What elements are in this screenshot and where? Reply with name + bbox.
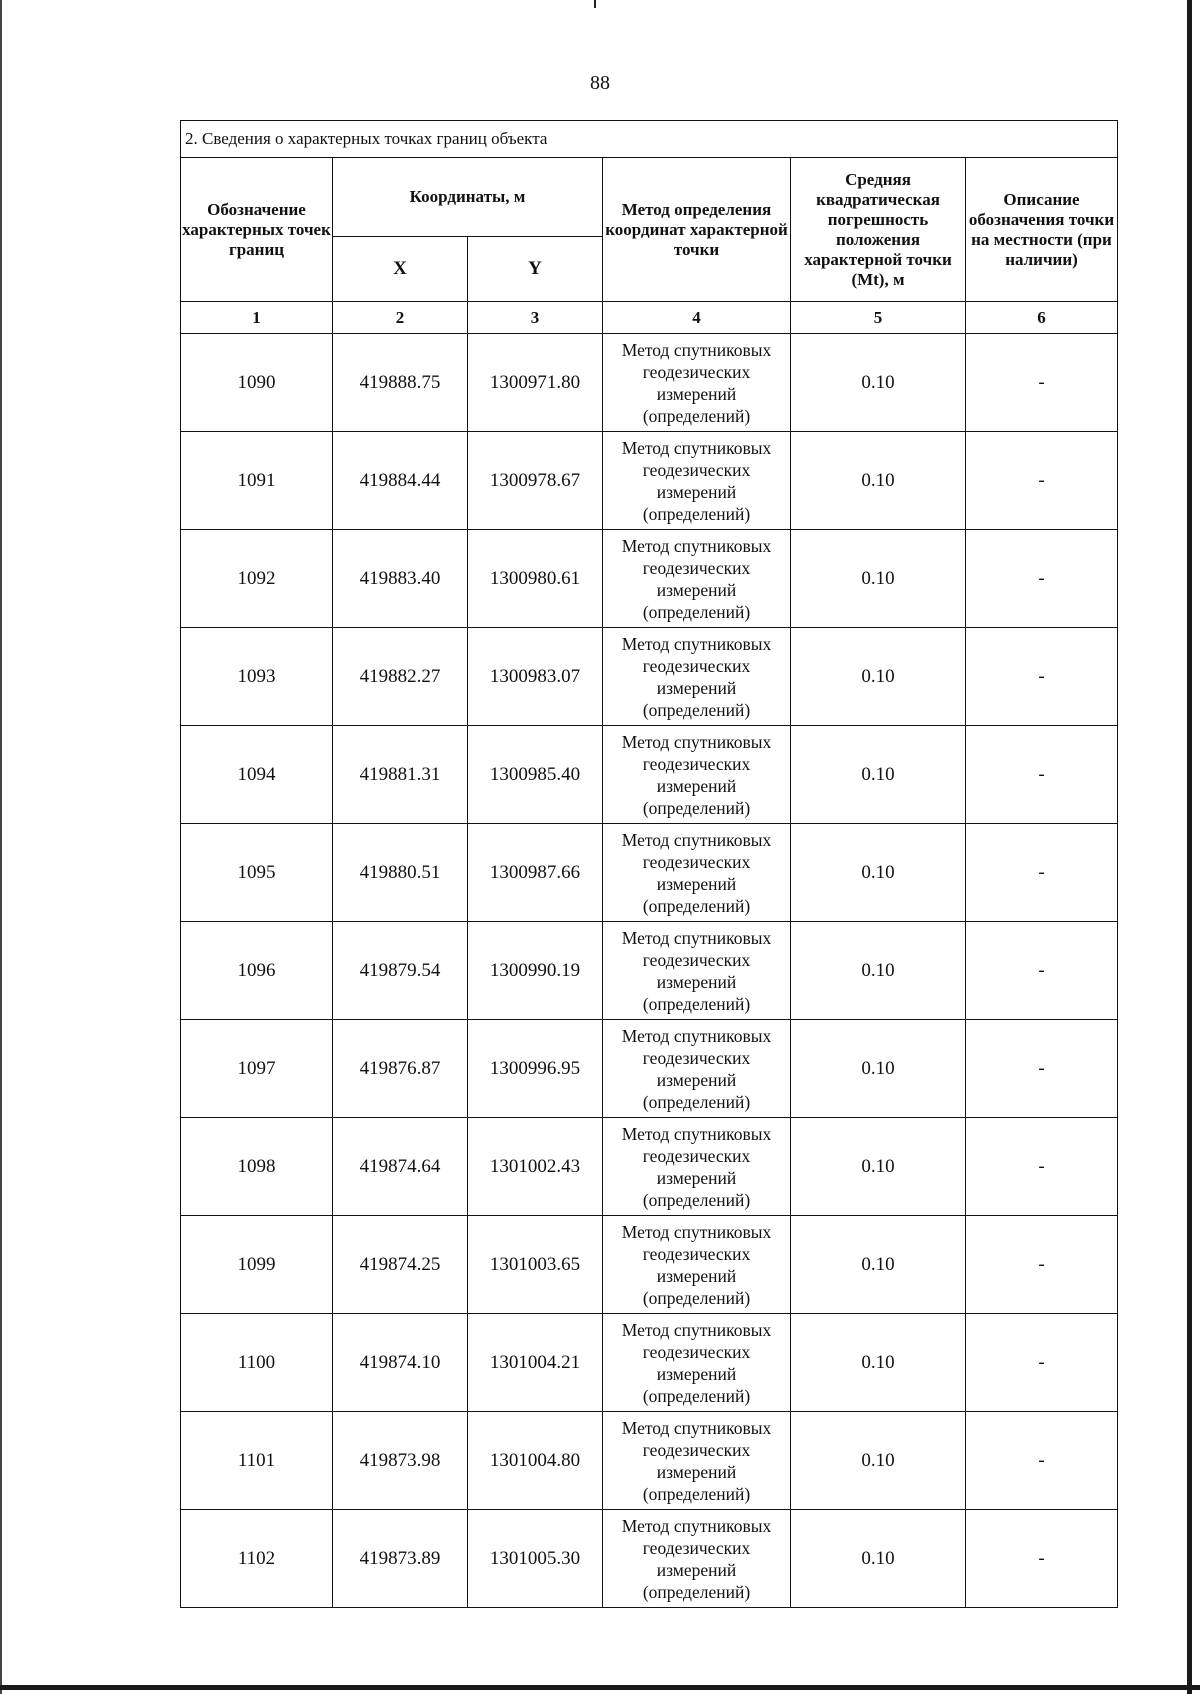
coordinate-x: 419888.75	[333, 334, 468, 432]
method-line: геодезических	[642, 949, 751, 970]
method-cell	[603, 628, 791, 726]
mean-error: 0.10	[791, 530, 966, 628]
header-y: Y	[468, 237, 603, 302]
coordinate-x: 419881.31	[333, 726, 468, 824]
coordinate-y: 1300980.61	[468, 530, 603, 628]
method-line: (определений)	[642, 993, 751, 1014]
coordinate-y: 1300978.67	[468, 432, 603, 530]
method-line: геодезических	[642, 557, 751, 578]
method-line: (определений)	[642, 405, 751, 426]
method-line: геодезических	[642, 1145, 751, 1166]
point-description: -	[966, 1412, 1118, 1510]
point-id: 1101	[181, 1412, 333, 1510]
coordinate-x: 419874.10	[333, 1314, 468, 1412]
coordinate-y: 1301002.43	[468, 1118, 603, 1216]
method-line: Метод спутниковых	[621, 927, 772, 948]
mean-error: 0.10	[791, 922, 966, 1020]
coordinate-y: 1300983.07	[468, 628, 603, 726]
coordinate-y: 1301003.65	[468, 1216, 603, 1314]
mean-error: 0.10	[791, 726, 966, 824]
method-cell	[603, 530, 791, 628]
method-line: (определений)	[642, 1189, 751, 1210]
method-line: измерений	[656, 677, 737, 698]
method-line: (определений)	[642, 895, 751, 916]
coordinate-y: 1300971.80	[468, 334, 603, 432]
coordinate-x: 419879.54	[333, 922, 468, 1020]
method-line: Метод спутниковых	[621, 633, 772, 654]
point-description: -	[966, 530, 1118, 628]
method-line: измерений	[656, 1461, 737, 1482]
mean-error: 0.10	[791, 1314, 966, 1412]
column-number: 4	[603, 302, 791, 334]
coordinate-y: 1300990.19	[468, 922, 603, 1020]
method-line: измерений	[656, 1069, 737, 1090]
method-line: (определений)	[642, 1483, 751, 1504]
column-number: 1	[181, 302, 333, 334]
point-description: -	[966, 432, 1118, 530]
method-line: Метод спутниковых	[621, 535, 772, 556]
point-id: 1091	[181, 432, 333, 530]
column-number: 6	[966, 302, 1118, 334]
coordinate-x: 419882.27	[333, 628, 468, 726]
point-description: -	[966, 1510, 1118, 1608]
method-cell	[603, 1118, 791, 1216]
point-id: 1100	[181, 1314, 333, 1412]
method-line: Метод спутниковых	[621, 1515, 772, 1536]
header-row-1	[181, 158, 1118, 237]
method-cell	[603, 1216, 791, 1314]
table-row	[181, 1118, 1118, 1216]
coordinate-x: 419880.51	[333, 824, 468, 922]
method-cell	[603, 432, 791, 530]
point-id: 1095	[181, 824, 333, 922]
scan-edge-right	[1187, 0, 1192, 1694]
coordinate-x: 419873.98	[333, 1412, 468, 1510]
table-row	[181, 1510, 1118, 1608]
coordinate-x: 419874.25	[333, 1216, 468, 1314]
header-method: Метод определения координат характерной точки	[603, 158, 791, 302]
coordinate-y: 1300996.95	[468, 1020, 603, 1118]
method-line: Метод спутниковых	[621, 437, 772, 458]
point-id: 1102	[181, 1510, 333, 1608]
table-body	[181, 334, 1118, 1608]
method-line: Метод спутниковых	[621, 829, 772, 850]
column-number-row	[181, 302, 1118, 334]
method-line: измерений	[656, 1559, 737, 1580]
column-number: 2	[333, 302, 468, 334]
method-line: Метод спутниковых	[621, 731, 772, 752]
method-line: Метод спутниковых	[621, 339, 772, 360]
method-cell	[603, 1510, 791, 1608]
coordinate-y: 1301004.21	[468, 1314, 603, 1412]
method-line: Метод спутниковых	[621, 1025, 772, 1046]
method-line: измерений	[656, 971, 737, 992]
mean-error: 0.10	[791, 1118, 966, 1216]
method-line: измерений	[656, 481, 737, 502]
point-description: -	[966, 1216, 1118, 1314]
method-line: (определений)	[642, 1287, 751, 1308]
section-title: 2. Сведения о характерных точках границ объекта	[181, 121, 1118, 158]
point-description: -	[966, 922, 1118, 1020]
header-coordinates: Координаты, м	[333, 158, 603, 237]
table-row	[181, 1412, 1118, 1510]
point-id: 1096	[181, 922, 333, 1020]
method-cell	[603, 1314, 791, 1412]
point-id: 1099	[181, 1216, 333, 1314]
method-line: (определений)	[642, 503, 751, 524]
scan-top-mark	[594, 0, 596, 8]
coordinate-x: 419874.64	[333, 1118, 468, 1216]
method-line: геодезических	[642, 753, 751, 774]
method-line: геодезических	[642, 1243, 751, 1264]
table-row	[181, 432, 1118, 530]
method-line: геодезических	[642, 655, 751, 676]
method-line: измерений	[656, 383, 737, 404]
method-line: геодезических	[642, 361, 751, 382]
point-id: 1090	[181, 334, 333, 432]
mean-error: 0.10	[791, 628, 966, 726]
mean-error: 0.10	[791, 824, 966, 922]
point-id: 1098	[181, 1118, 333, 1216]
method-line: Метод спутниковых	[621, 1221, 772, 1242]
coordinate-y: 1301004.80	[468, 1412, 603, 1510]
point-id: 1093	[181, 628, 333, 726]
header-designation: Обозначение характерных точек границ	[181, 158, 333, 302]
method-line: Метод спутниковых	[621, 1319, 772, 1340]
coordinate-y: 1300985.40	[468, 726, 603, 824]
table-row	[181, 628, 1118, 726]
method-line: (определений)	[642, 699, 751, 720]
table-row	[181, 1216, 1118, 1314]
method-cell	[603, 824, 791, 922]
mean-error: 0.10	[791, 1020, 966, 1118]
method-line: геодезических	[642, 1537, 751, 1558]
header-description: Описание обозначения точки на местности (при наличии)	[966, 158, 1118, 302]
column-number: 3	[468, 302, 603, 334]
method-line: геодезических	[642, 851, 751, 872]
method-line: геодезических	[642, 1047, 751, 1068]
coordinate-y: 1300987.66	[468, 824, 603, 922]
method-line: (определений)	[642, 601, 751, 622]
method-line: Метод спутниковых	[621, 1417, 772, 1438]
table-row	[181, 922, 1118, 1020]
mean-error: 0.10	[791, 1216, 966, 1314]
point-description: -	[966, 628, 1118, 726]
method-line: измерений	[656, 1167, 737, 1188]
method-line: геодезических	[642, 1341, 751, 1362]
point-description: -	[966, 726, 1118, 824]
coordinate-x: 419876.87	[333, 1020, 468, 1118]
coordinate-x: 419883.40	[333, 530, 468, 628]
method-line: измерений	[656, 1363, 737, 1384]
mean-error: 0.10	[791, 334, 966, 432]
point-id: 1094	[181, 726, 333, 824]
column-number: 5	[791, 302, 966, 334]
method-cell	[603, 334, 791, 432]
point-description: -	[966, 1118, 1118, 1216]
coordinate-x: 419884.44	[333, 432, 468, 530]
header-x: X	[333, 237, 468, 302]
method-line: измерений	[656, 873, 737, 894]
method-line: Метод спутниковых	[621, 1123, 772, 1144]
table-row	[181, 334, 1118, 432]
method-cell	[603, 1412, 791, 1510]
method-cell	[603, 726, 791, 824]
point-description: -	[966, 1020, 1118, 1118]
table-row	[181, 726, 1118, 824]
method-line: (определений)	[642, 1581, 751, 1602]
mean-error: 0.10	[791, 1412, 966, 1510]
header-error: Средняя квадратическая погрешность положения характерной точки (Mt), м	[791, 158, 966, 302]
coordinate-x: 419873.89	[333, 1510, 468, 1608]
method-line: геодезических	[642, 459, 751, 480]
section-title-row	[181, 121, 1118, 158]
method-cell	[603, 922, 791, 1020]
method-line: (определений)	[642, 797, 751, 818]
method-line: измерений	[656, 775, 737, 796]
point-description: -	[966, 334, 1118, 432]
boundary-points-table	[180, 120, 1118, 1608]
mean-error: 0.10	[791, 1510, 966, 1608]
coordinate-y: 1301005.30	[468, 1510, 603, 1608]
table-row	[181, 530, 1118, 628]
method-line: (определений)	[642, 1091, 751, 1112]
point-id: 1097	[181, 1020, 333, 1118]
mean-error: 0.10	[791, 432, 966, 530]
point-description: -	[966, 1314, 1118, 1412]
point-id: 1092	[181, 530, 333, 628]
method-line: измерений	[656, 579, 737, 600]
point-description: -	[966, 824, 1118, 922]
scan-edge-left	[0, 0, 2, 1694]
table-row	[181, 824, 1118, 922]
table-row	[181, 1020, 1118, 1118]
method-line: геодезических	[642, 1439, 751, 1460]
page-number: 88	[590, 72, 610, 94]
method-line: (определений)	[642, 1385, 751, 1406]
scan-edge-bottom	[0, 1685, 1200, 1690]
table-row	[181, 1314, 1118, 1412]
method-cell	[603, 1020, 791, 1118]
method-line: измерений	[656, 1265, 737, 1286]
